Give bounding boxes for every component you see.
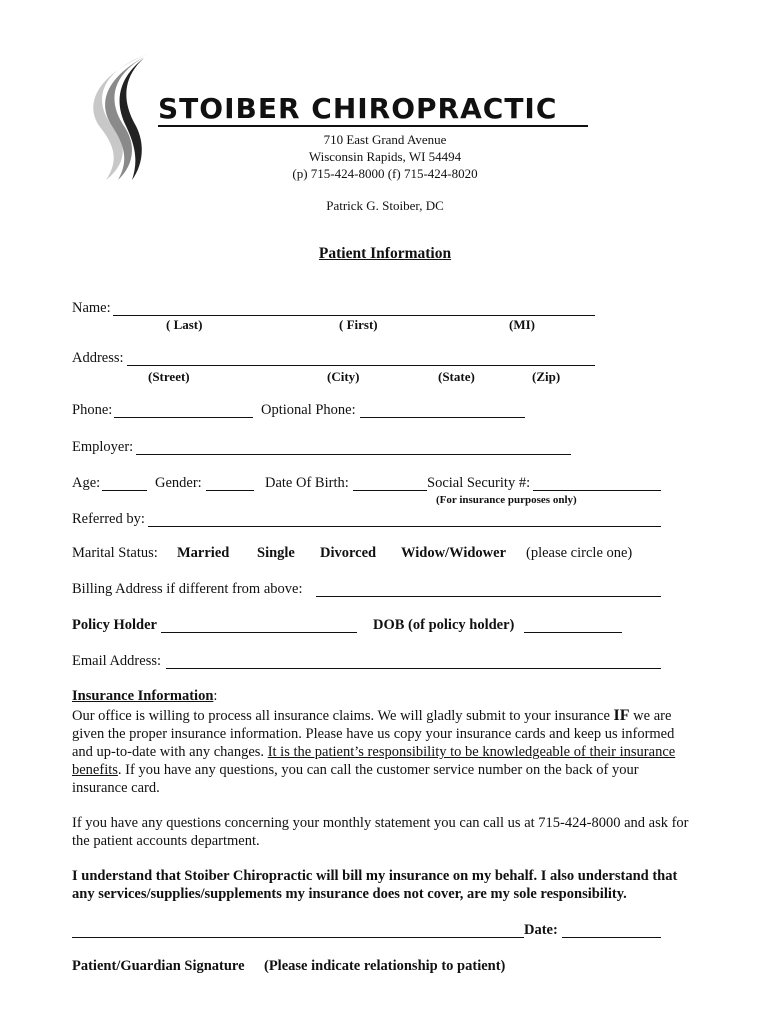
name-sub-last: ( Last) [166, 317, 203, 332]
address-line1: 710 East Grand Avenue [323, 132, 447, 147]
billing-label: Billing Address if different from above: [72, 581, 303, 597]
billing-line [316, 596, 661, 597]
insurance-paragraph-1 [72, 707, 697, 797]
ssn-label: Social Security #: [427, 475, 531, 491]
age-label: Age: [72, 475, 101, 491]
name-sub-mi: (MI) [509, 317, 535, 332]
insurance-paragraph-3: I understand that Stoiber Chiropractic will bill my insurance on my behalf. I also understand that any services/supplies/supplements my insurance does not cover, are my sole responsibility. [72, 868, 678, 902]
address-line2: Wisconsin Rapids, WI 54494 [308, 149, 462, 164]
policy-dob-line [524, 632, 622, 633]
phone-label: Phone: [72, 402, 113, 418]
policy-holder-line [161, 632, 357, 633]
ssn-note: (For insurance purposes only) [436, 494, 577, 506]
practice-name: STOIBER CHIROPRACTIC [158, 92, 558, 125]
insurance-paragraph-2: If you have any questions concerning your monthly statement you can call us at 715-424-8000 and ask for the patient accounts department. [72, 815, 689, 849]
logo-underline [158, 125, 588, 127]
marital-option-single[interactable]: Single [257, 545, 295, 561]
marital-option-widow[interactable]: Widow/Widower [401, 545, 507, 561]
gender-line [206, 490, 254, 491]
address-sub-city: (City) [327, 369, 360, 384]
date-label: Date: [524, 922, 558, 938]
name-line [113, 315, 595, 316]
address-sub-street: (Street) [148, 369, 190, 384]
marital-option-divorced[interactable]: Divorced [320, 545, 377, 561]
marital-label: Marital Status: [72, 545, 158, 561]
signature-line [72, 937, 524, 938]
name-sub-first: ( First) [339, 317, 378, 332]
marital-note: (please circle one) [526, 545, 633, 561]
gender-label: Gender: [155, 475, 202, 491]
referred-label: Referred by: [72, 511, 145, 527]
date-line [562, 937, 661, 938]
phone-fax: (p) 715-424-8000 (f) 715-424-8020 [292, 166, 478, 181]
policy-dob-label: DOB (of policy holder) [373, 617, 515, 633]
insurance-heading: Insurance Information [72, 688, 214, 704]
insurance-p1-underlined: It is the patient’s responsibility to be knowledgeable of their insurance benefits [72, 744, 676, 778]
dob-label: Date Of Birth: [265, 475, 349, 491]
policy-holder-label: Policy Holder [72, 617, 157, 633]
practice-logo [88, 52, 168, 182]
address-sub-zip: (Zip) [532, 369, 561, 384]
address-sub-state: (State) [438, 369, 475, 384]
insurance-p1-part3: . If you have any questions, you can call the customer service number on the back of your insurance card. [72, 762, 639, 796]
address-label: Address: [72, 350, 124, 366]
employer-label: Employer: [72, 439, 134, 455]
dob-line [353, 490, 427, 491]
optional-phone-label: Optional Phone: [261, 402, 356, 418]
ssn-line [533, 490, 661, 491]
insurance-heading-row [72, 688, 217, 705]
marital-option-married[interactable]: Married [177, 545, 230, 561]
age-line [102, 490, 147, 491]
doctor-name: Patrick G. Stoiber, DC [326, 198, 444, 213]
address-line [127, 365, 595, 366]
referred-line [148, 526, 661, 527]
relationship-note: (Please indicate relationship to patient) [264, 958, 506, 974]
insurance-p1-part1: Our office is willing to process all insurance claims. We will gladly submit to your insurance [72, 708, 614, 724]
optional-phone-line [360, 417, 525, 418]
email-line [166, 668, 661, 669]
email-label: Email Address: [72, 653, 162, 669]
name-label: Name: [72, 300, 111, 316]
employer-line [136, 454, 571, 455]
signature-label: Patient/Guardian Signature [72, 958, 245, 974]
insurance-p1-part2: we are given the proper insurance information. Please have us copy your insurance cards and keep us informed and up-to-date with any changes. [72, 708, 675, 760]
phone-line [114, 417, 253, 418]
logo-swirl-icon [88, 52, 168, 182]
form-title: Patient Information [318, 245, 452, 262]
insurance-heading-colon: : [213, 688, 218, 704]
insurance-p1-if: IF [613, 707, 630, 724]
